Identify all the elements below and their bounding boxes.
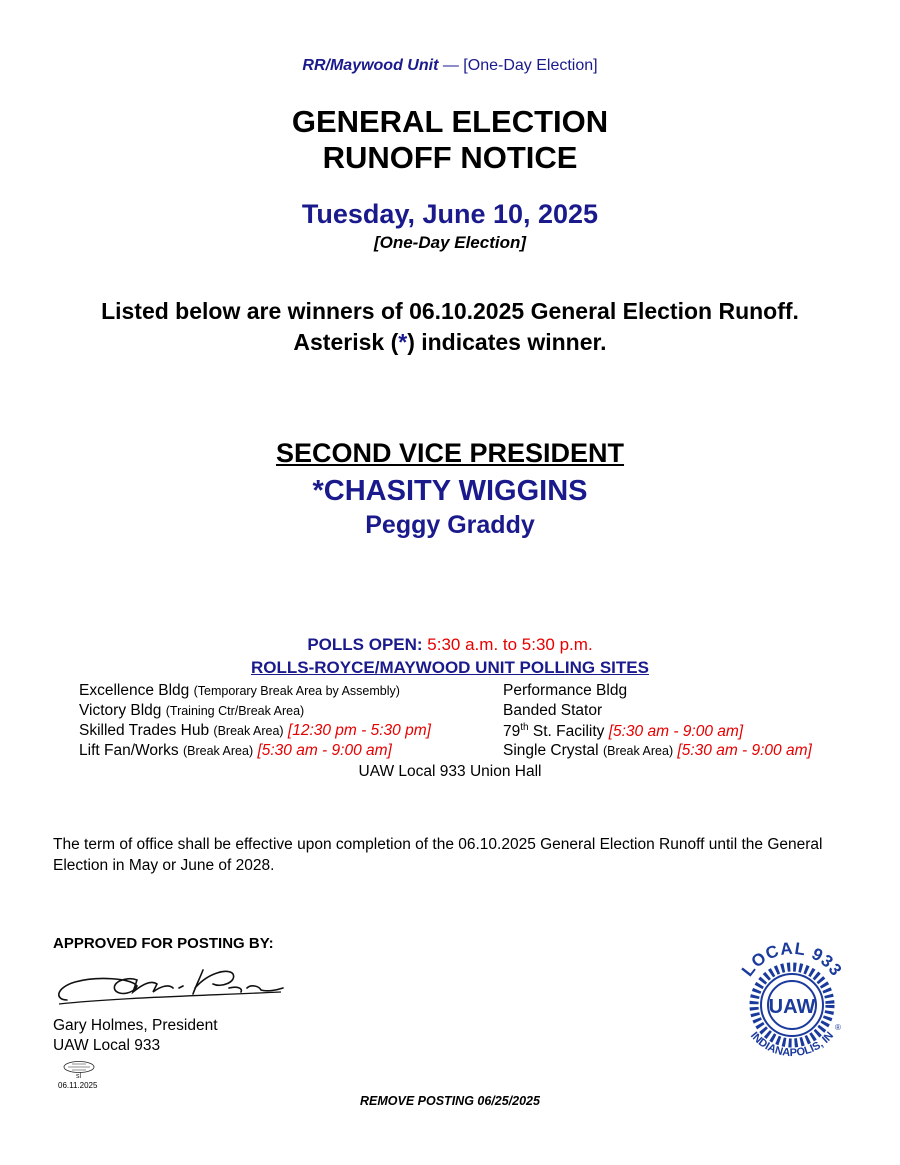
polls-open (0, 635, 900, 655)
election-date: Tuesday, June 10, 2025 (301, 199, 599, 229)
signer-block (53, 1016, 218, 1056)
election-date-note: [One-Day Election] (373, 233, 527, 252)
polls-label: POLLS OPEN: (307, 635, 423, 654)
unit-suffix: — [One-Day Election] (442, 57, 598, 74)
page-title (0, 104, 900, 176)
polling-site: Lift Fan/Works (Break Area) [5:30 am - 9:00 am] (79, 742, 392, 759)
intro-line-2: Asterisk (*) indicates winner. (293, 329, 607, 355)
union-bug-icon (62, 1060, 96, 1080)
polling-sites-title: ROLLS-ROYCE/MAYWOOD UNIT POLLING SITES (251, 658, 649, 677)
signer-org: UAW Local 933 (53, 1037, 161, 1054)
title-line-1: GENERAL ELECTION (291, 104, 609, 139)
polling-site: Excellence Bldg (Temporary Break Area by Assembly) (79, 682, 400, 699)
winner-name: *CHASITY WIGGINS (312, 475, 588, 507)
signer-name: Gary Holmes, President (53, 1017, 218, 1034)
polling-site: 79th St. Facility [5:30 am - 9:00 am] (503, 722, 744, 741)
intro-text (0, 296, 900, 358)
term-of-office: The term of office shall be effective upon completion of the 06.10.2025 General Election Runoff until the General Election in May or June of 2028. (53, 836, 823, 874)
svg-text:®: ® (835, 1023, 841, 1032)
logo-bottom-text: INDIANAPOLIS, IN (747, 1029, 837, 1060)
polling-site: Victory Bldg (Training Ctr/Break Area) (79, 702, 305, 719)
svg-text:sl: sl (76, 1073, 82, 1080)
polling-site: Banded Stator (503, 702, 603, 719)
signature (53, 958, 285, 1012)
remove-posting-date: REMOVE POSTING 06/25/2025 (360, 1094, 540, 1108)
logo-top-text: LOCAL 933 (737, 938, 847, 980)
logo-center-text: UAW (768, 996, 816, 1018)
intro-line-1: Listed below are winners of 06.10.2025 General Election Runoff. (101, 298, 799, 324)
polling-site: Performance Bldg (503, 682, 628, 699)
polling-site: Skilled Trades Hub (Break Area) [12:30 pm - 5:30 pm] (79, 722, 431, 739)
stamp-date: 06.11.2025 (58, 1081, 98, 1090)
approved-label: APPROVED FOR POSTING BY: (53, 935, 274, 952)
asterisk: * (398, 329, 408, 355)
polling-site: UAW Local 933 Union Hall (358, 763, 542, 780)
uaw-local-933-logo (727, 937, 857, 1067)
unit-header (0, 57, 900, 75)
polls-hours: 5:30 a.m. to 5:30 p.m. (427, 635, 593, 654)
office-title: SECOND VICE PRESIDENT (275, 438, 625, 468)
polling-site: Single Crystal (Break Area) [5:30 am - 9:00 am] (503, 742, 812, 759)
unit-name: RR/Maywood Unit (302, 57, 439, 74)
candidate-name: Peggy Graddy (365, 511, 535, 539)
title-line-2: RUNOFF NOTICE (322, 140, 578, 175)
